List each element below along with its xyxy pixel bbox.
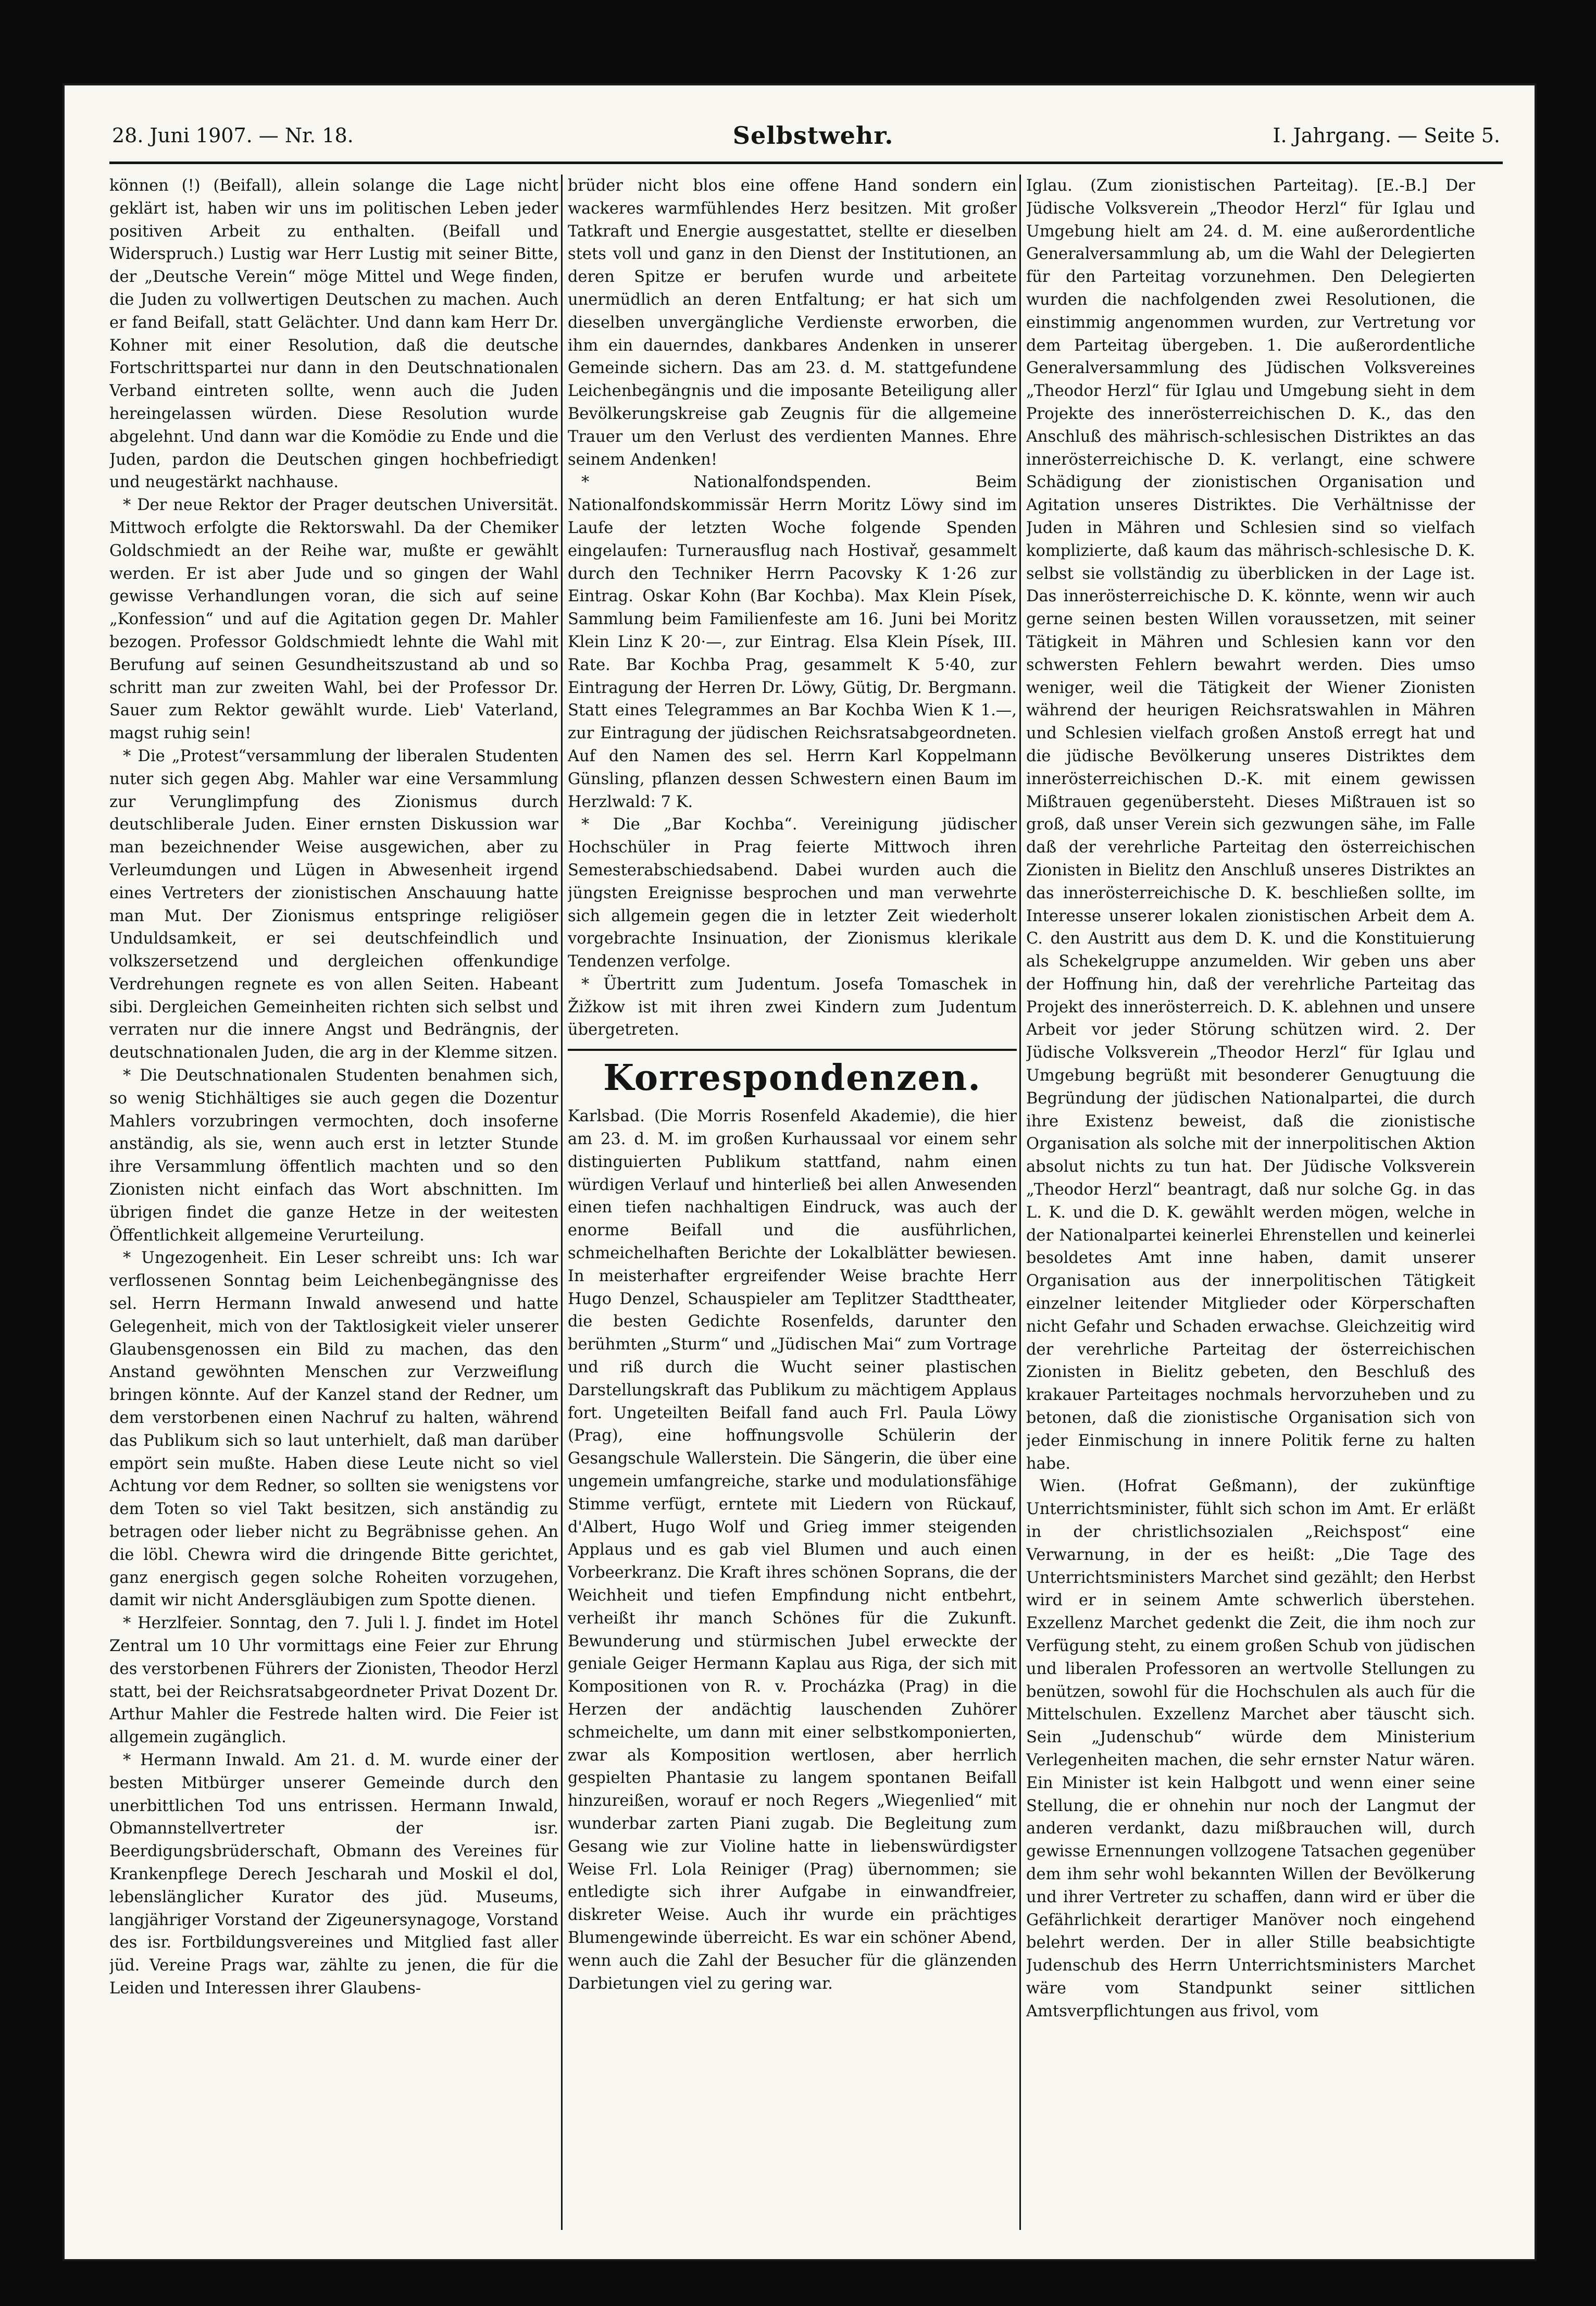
column-rule — [561, 175, 563, 2230]
column-1 — [109, 175, 558, 2230]
column-2 — [568, 175, 1017, 2230]
columns — [109, 175, 1503, 2230]
article-paragraph: * Die „Bar Kochba“. Vereinigung jüdischer Hochschüler in Prag feierte Mittwoch ihren Semesterabschiedsabend. Dabei wurden auch die jüngsten Ereignisse besprochen und man verwehrte sich allgemein gegen die in letzter Zeit wiederholt vorgebrachte Insinuation, der Zionismus klerikale Tendenzen verfolge. — [568, 815, 1017, 971]
article-paragraph: Iglau. (Zum zionistischen Parteitag). [E.-B.] Der Jüdische Volksverein „Theodor Herzl“ für Iglau und Umgebung hielt am 24. d. M. eine außerordentliche Generalversammlung ab, um die Wahl der Delegierten für den Parteitag vorzunehmen. Den Delegierten wurden die nachfolgenden zwei Resolutionen, die einstimmig angenommen wurden, zur Vertretung vor dem Parteitag übergeben. 1. Die außerordentliche Generalversammlung des Jüdischen Volksvereines „Theodor Herzl“ für Iglau und Umgebung sieht in dem Projekte des innerösterreichischen D. K., das den Anschluß des mährisch-schlesischen Distriktes an das innerösterreichische D. K. verlangt, eine schwere Schädigung der zionistischen Organisation und Agitation unseres Distriktes. Die Verhältnisse der Juden in Mähren und Schlesien sind so vielfach komplizierte, daß kaum das mährisch-schlesische D. K. selbst sie vollständig zu überblicken in der Lage ist. Das innerösterreichische D. K. könnte, wenn wir auch gerne seinen besten Willen voraussetzen, mit seiner Tätigkeit in Mähren und Schlesien kann vor den schwersten Fehlern bewahrt werden. Dies umso weniger, weil die Tätigkeit der Wiener Zionisten während der heurigen Reichsratswahlen in Mähren und Schlesien vielfach großen Anstoß erregt hat und die jüdische Bevölkerung unseres Distriktes dem innerösterreichischen D.-K. mit einem gewissen Mißtrauen gegenübersteht. Dieses Mißtrauen ist so groß, daß unser Verein sich gezwungen sähe, im Falle daß der verehrliche Parteitag den österreichischen Zionisten in Bielitz den Anschluß unseres Distriktes an das innerösterreichische D. K. beschließen sollte, im Interesse unserer lokalen zionistischen Arbeit dem A. C. den Austritt aus dem D. K. und die Konstituierung als Schekelgruppe anzumelden. Wir geben uns aber der Hoffnung hin, daß der verehrliche Parteitag das Projekt des innerösterreich. D. K. ablehnen und unsere Arbeit vor jeder Störung schützen wird. 2. Der Jüdische Volksverein „Theodor Herzl“ für Iglau und Umgebung begrüßt mit besonderer Genugtuung die Begründung der jüdischen Nationalpartei, die durch ihre Existenz beweist, daß die zionistische Organisation als solche mit der innerpolitischen Aktion absolut nichts zu tun hat. Der Jüdische Volksverein „Theodor Herzl“ beantragt, daß nur solche Gg. in das L. K. und die D. K. gewählt werden mögen, welche in der Nationalpartei keinerlei Ehrenstellen und keinerlei besoldetes Amt inne haben, damit unserer Organisation aus der innerpolitischen Tätigkeit einzelner leitender Mitglieder oder Körperschaften nicht Gefahr und Schaden erwachse. Gleichzeitig wird der verehrliche Parteitag der österreichischen Zionisten in Bielitz gebeten, den Beschluß des krakauer Parteitages nochmals hervorzuheben und zu betonen, daß die zionistische Organisation sich von jeder Einmischung in innere Politik ferne zu halten habe. — [1026, 177, 1475, 1473]
masthead-title: Selbstwehr. — [732, 121, 894, 150]
issue-date: 28. Juni 1907. — Nr. 18. — [112, 124, 354, 147]
section-rule — [568, 1049, 1017, 1051]
article-paragraph: brüder nicht blos eine offene Hand sondern ein wackeres warmfühlendes Herz besitzen. Mit großer Tatkraft und Energie ausgestattet, stellte er dieselben stets voll und ganz in den Dienst der Institutionen, an deren Spitze er berufen wurde und arbeitete unermüdlich an deren Entfaltung; er hat sich um dieselben unvergängliche Verdienste erworben, die ihm ein dauerndes, dankbares Andenken in unserer Gemeinde sichern. Das am 23. d. M. stattgefundene Leichenbegängnis und die imposante Beteiligung aller Bevölkerungskreise gab Zeugnis für die allgemeine Trauer um den Verlust des verdienten Mannes. Ehre seinem Andenken! — [568, 177, 1017, 469]
header-rule — [109, 162, 1503, 164]
article-paragraph: * Ungezogenheit. Ein Leser schreibt uns: Ich war verflossenen Sonntag beim Leichenbegängnisse des sel. Herrn Hermann Inwald anwesend und hatte Gelegenheit, mich von der Taktlosigkeit vieler unserer Glaubensgenossen ein Bild zu machen, das den Anstand gewöhnten Menschen zur Verzweiflung bringen könnte. Auf der Kanzel stand der Redner, um dem verstorbenen einen Nachruf zu halten, während das Publikum sich so laut unterhielt, daß man darüber empört sein mußte. Haben diese Leute nicht so viel Achtung vor dem Redner, so sollten sie wenigstens vor dem Toten so viel Takt besitzen, sich anständig zu betragen oder lieber nicht zu Begräbnisse gehen. An die löbl. Chewra wird die dringende Bitte gerichtet, ganz energisch gegen solche Roheiten vorzugehen, damit wir nicht Andersgläubigen zum Spotte dienen. — [109, 1249, 558, 1610]
page-header — [112, 115, 1500, 156]
newspaper-page — [63, 83, 1537, 2261]
article-paragraph: Karlsbad. (Die Morris Rosenfeld Akademie), die hier am 23. d. M. im großen Kurhaussaal vor einem sehr distinguierten Publikum stattfand, nahm einen würdigen Verlauf und hinterließ bei allen Anwesenden einen tiefen nachhaltigen Eindruck, was auch der enorme Beifall und die ausführlichen, schmeichelhaften Berichte der Lokalblätter bewiesen. In meisterhafter ergreifender Weise brachte Herr Hugo Denzel, Schauspieler am Teplitzer Stadttheater, die besten Gedichte Rosenfelds, darunter den berühmten „Sturm“ und „Jüdischen Mai“ zum Vortrage und riß durch die Wucht seiner plastischen Darstellungskraft das Publikum zu mächtigem Applaus fort. Ungeteilten Beifall fand auch Frl. Paula Löwy (Prag), eine hoffnungsvolle Schülerin der Gesangschule Wallerstein. Die Sängerin, die über eine ungemein umfangreiche, starke und modulationsfähige Stimme verfügt, erntete mit Liedern von Rückauf, d'Albert, Hugo Wolf und Grieg immer steigenden Applaus und es gab viel Blumen und auch einen Vorbeerkranz. Die Kraft ihres schönen Soprans, die der Weichheit und tiefen Empfindung nicht entbehrt, verheißt ihr manch Schönes für die Zukunft. Bewunderung und stürmischen Jubel erweckte der geniale Geiger Hermann Kaplau aus Riga, der sich mit Kompositionen von R. v. Procházka (Prag) in die Herzen der andächtig lauschenden Zuhörer schmeichelte, um dann mit einer selbstkomponierten, zwar als Komposition wertlosen, aber herrlich gespielten Phantasie zu langem spontanen Beifall hinzureißen, worauf er noch Regers „Wiegenlied“ mit wunderbar zarten Piani zugab. Die Begleitung zum Gesang wie zur Violine hatte in liebenswürdigster Weise Frl. Lola Reiniger (Prag) übernommen; sie entledigte sich ihrer Aufgabe in einwandfreier, diskreter Weise. Auch ihr wurde ein prächtiges Blumengewinde überreicht. Es war ein schöner Abend, wenn auch die Zahl der Besucher für die glänzenden Darbietungen viel zu gering war. — [568, 1107, 1017, 1993]
column-3 — [1026, 175, 1475, 2230]
article-paragraph: * Der neue Rektor der Prager deutschen Universität. Mittwoch erfolgte die Rektorswahl. Da der Chemiker Goldschmiedt an der Reihe war, mußte er gewählt werden. Er ist aber Jude und so gingen der Wahl gewisse Verhandlungen voran, die sich auf seine „Konfession“ und auf die Agitation gegen Dr. Mahler bezogen. Professor Goldschmiedt lehnte die Wahl mit Berufung auf seinen Gesundheitszustand ab und so schritt man zur zweiten Wahl, bei der Professor Dr. Sauer zum Rektor gewählt wurde. Lieb' Vaterland, magst ruhig sein! — [109, 496, 558, 743]
article-paragraph: * Nationalfondspenden. Beim Nationalfondskommissär Herrn Moritz Löwy sind im Laufe der letzten Woche folgende Spenden eingelaufen: Turnerausflug nach Hostivař, gesammelt durch den Techniker Herrn Pacovsky K 1·26 zur Eintrag. Oskar Kohn (Bar Kochba). Max Klein Písek, Sammlung beim Familienfeste am 16. Juni bei Moritz Klein Linz K 20·—, zur Eintrag. Elsa Klein Písek, III. Rate. Bar Kochba Prag, gesammelt K 5·40, zur Eintragung der Herren Dr. Löwy, Gütig, Dr. Bergmann. Statt eines Telegrammes an Bar Kochba Wien K 1.—, zur Eintragung der jüdischen Reichsratsabgeordneten. Auf den Namen des sel. Herrn Karl Koppelmann Günsling, pflanzen dessen Schwestern einen Baum im Herzlwald: 7 K. — [568, 473, 1017, 811]
article-paragraph: * Hermann Inwald. Am 21. d. M. wurde einer der besten Mitbürger unserer Gemeinde durch den unerbittlichen Tod uns entrissen. Hermann Inwald, Obmannstellvertreter der isr. Beerdigungsbrüderschaft, Obmann des Vereines für Krankenpflege Derech Jescharah und Moskil el dol, lebenslänglicher Kurator des jüd. Museums, langjähriger Vorstand der Zigeunersynagoge, Vorstand des isr. Fortbildungsvereines und Mitglied fast aller jüd. Vereine Prags war, zählte zu jenen, die für die Leiden und Interessen ihrer Glaubens- — [109, 1751, 558, 1998]
article-paragraph: können (!) (Beifall), allein solange die Lage nicht geklärt ist, haben wir uns im politischen Leben jeder positiven Arbeit zu enthalten. (Beifall und Widerspruch.) Lustig war Herr Lustig mit seiner Bitte, der „Deutsche Verein“ möge Mittel und Wege finden, die Juden zu vollwertigen Deutschen zu machen. Auch er fand Beifall, statt Gelächter. Und dann kam Herr Dr. Kohner mit einer Resolution, daß die deutsche Fortschrittspartei nur dann in den Deutschnationalen Verband eintreten sollte, wenn auch die Juden hereingelassen würden. Diese Resolution wurde abgelehnt. Und dann war die Komödie zu Ende und die Juden, pardon die Deutschen gingen hochbefriedigt und neugestärkt nachhause. — [109, 177, 558, 492]
article-paragraph: * Übertritt zum Judentum. Josefa Tomaschek in Žižkow ist mit ihren zwei Kindern zum Judentum übergetreten. — [568, 975, 1017, 1039]
article-paragraph: * Die Deutschnationalen Studenten benahmen sich, so wenig Stichhältiges sie auch gegen die Dozentur Mahlers vorzubringen vermochten, doch insoferne anständig, als sie, wenn auch erst in letzter Stunde ihre Versammlung öffentlich machten und so den Zionisten nicht einfach das Wort abschnitten. Im übrigen findet die ganze Hetze in der weitesten Öffentlichkeit allgemeine Verurteilung. — [109, 1067, 558, 1245]
column-rule — [1019, 175, 1021, 2230]
article-paragraph: * Die „Protest“versammlung der liberalen Studenten nuter sich gegen Abg. Mahler war eine Versammlung zur Verunglimpfung des Zionismus durch deutschliberale Juden. Einer ernsten Diskussion war man bezeichnender Weise ausgewichen, aber zu Verleumdungen und Lügen in Abwesenheit irgend eines Vertreters der zionistischen Anschauung hatte man Mut. Der Zionismus entspringe religiöser Unduldsamkeit, er sei deutschfeindlich und volkszersetzend und dergleichen offenkundige Verdrehungen regnete es von allen Seiten. Habeant sibi. Dergleichen Gemeinheiten richten sich selbst und verraten nur die innere Angst und Bedrängnis, der deutschnationalen Juden, die arg in der Klemme sitzen. — [109, 747, 558, 1062]
section-heading: Korrespondenzen. — [603, 1057, 981, 1099]
article-paragraph: Wien. (Hofrat Geßmann), der zukünftige Unterrichtsminister, fühlt sich schon im Amt. Er erläßt in der christlichsozialen „Reichspost“ eine Verwarnung, in der es heißt: „Die Tage des Unterrichtsministers Marchet sind gezählt; den Herbst wird er in seinem Amte schwerlich überstehen. Exzellenz Marchet gedenkt die Zeit, die ihm noch zur Verfügung steht, zu einem großen Schub von jüdischen und liberalen Professoren an wertvolle Stellungen zu benützen, sowohl für die Hochschulen als auch für die Mittelschulen. Exzellenz Marchet aber täuscht sich. Sein „Judenschub“ würde dem Ministerium Verlegenheiten machen, die sehr ernster Natur wären. Ein Minister ist kein Halbgott und wenn einer seine Stellung, die er ohnehin nur noch der Langmut der anderen verdankt, dazu mißbrauchen will, durch gewisse Ernennungen vollzogene Tatsachen gegenüber dem ihm sehr wohl bekannten Willen der Bevölkerung und ihrer Vertreter zu schaffen, dann wird er über die Gefährlichkeit derartiger Manöver noch eingehend belehrt werden. Der in aller Stille beabsichtigte Judenschub des Herrn Unterrichtsministers Marchet wäre vom Standpunkt seiner sittlichen Amtsverpflichtungen aus frivol, vom — [1026, 1477, 1475, 2020]
volume-page: I. Jahrgang. — Seite 5. — [1273, 124, 1500, 147]
article-paragraph: * Herzlfeier. Sonntag, den 7. Juli l. J. findet im Hotel Zentral um 10 Uhr vormittags eine Feier zur Ehrung des verstorbenen Führers der Zionisten, Theodor Herzl statt, bei der Reichsratsabgeordneter Privat Dozent Dr. Arthur Mahler die Festrede halten wird. Die Feier ist allgemein zugänglich. — [109, 1614, 558, 1747]
